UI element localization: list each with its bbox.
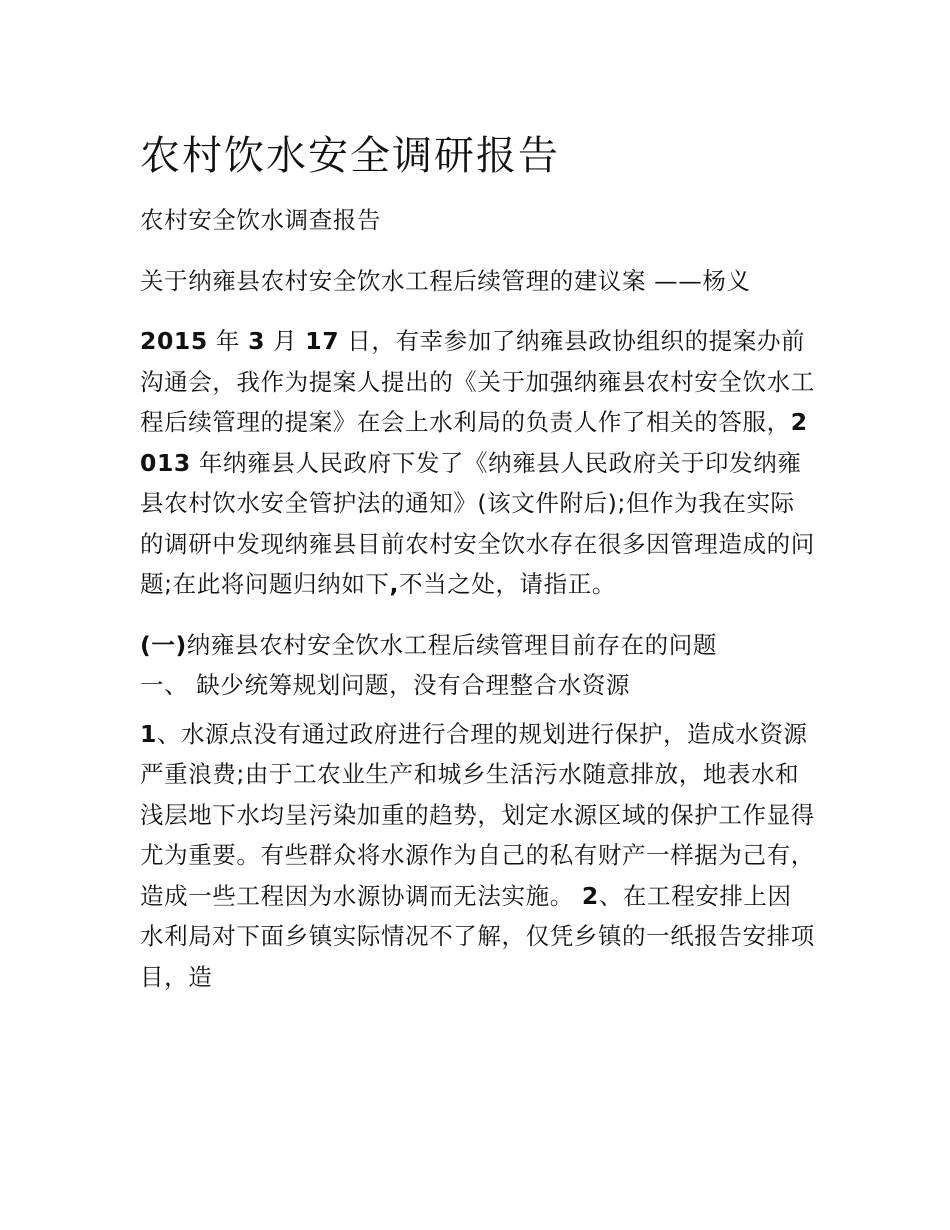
body-paragraph: 1、水源点没有通过政府进行合理的规划进行保护，造成水资源严重浪费;由于工农业生产和城乡生活污水随意排放，地表水和浅层地下水均呈污染加重的趋势，划定水源区域的保护工作显得尤为重要。有些群众将水源作为自己的私有财产一样据为己有，造成一些工程因为水源协调而无法实施。 2、在工程安排上因水利局对下面乡镇实际情况不了解，仅凭乡镇的一纸报告安排项目，造	[140, 719, 815, 991]
document-page	[140, 124, 815, 1017]
proposal-heading: 关于纳雍县农村安全饮水工程后续管理的建议案 ——杨义	[140, 266, 751, 295]
intro-day: 17	[305, 327, 340, 355]
intro-year-2: 2013	[140, 408, 808, 477]
item-number-1: 1	[140, 719, 157, 748]
intro-year: 2015	[140, 327, 208, 355]
item-number-2: 2	[581, 881, 599, 910]
section-subheading: 一、 缺少统筹规划问题，没有合理整合水资源	[140, 671, 631, 699]
intro-paragraph: 2015 年 3 月 17 日，有幸参加了纳雍县政协组织的提案办前沟通会，我作为提案人提出的《关于加强纳雍县农村安全饮水工程后续管理的提案》在会上水利局的负责人作了相关的答服，2013 年纳雍县人民政府下发了《纳雍县人民政府关于印发纳雍县农村饮水安全管护法的通知》(该文件附后);但作为我在实际的调研中发现纳雍县目前农村安全饮水存在很多因管理造成的问题;在此将问题归纳如下,不当之处，请指正。	[140, 327, 815, 598]
section-label: (一)	[140, 630, 187, 659]
intro-month: 3	[248, 327, 266, 355]
section-heading: (一)纳雍县农村安全饮水工程后续管理目前存在的问题 一、 缺少统筹规划问题，没有合理整合水资源	[140, 630, 717, 699]
document-title: 农村饮水安全调研报告	[140, 133, 560, 179]
document-subtitle: 农村安全饮水调查报告	[140, 206, 381, 234]
